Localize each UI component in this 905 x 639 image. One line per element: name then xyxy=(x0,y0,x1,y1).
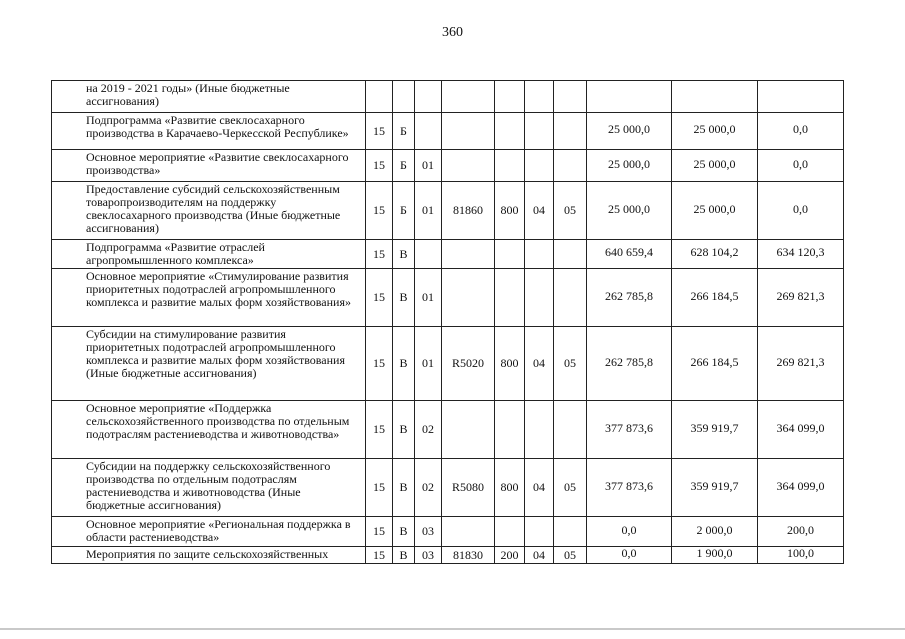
cell-pr: 05 xyxy=(554,327,587,401)
row-name-cell: Подпрограмма «Развитие отраслей агропромышленного комплекса» xyxy=(52,240,366,269)
cell-pr: 05 xyxy=(554,547,587,564)
row-name-cell: Основное мероприятие «Развитие свеклосахарного производства» xyxy=(52,150,366,182)
scan-edge xyxy=(0,628,905,630)
cell-vr xyxy=(495,401,525,459)
cell-rz xyxy=(525,81,554,113)
cell-y2021 xyxy=(758,81,844,113)
cell-rz xyxy=(525,517,554,547)
cell-d: R5080 xyxy=(442,459,495,517)
cell-s: Б xyxy=(393,113,415,150)
cell-d xyxy=(442,113,495,150)
row-name-cell: Субсидии на стимулирование развития приоритетных подотраслей агропромышленного комплекса и развитие малых форм хозяйствования (Иные бюджетные ассигнования) xyxy=(52,327,366,401)
cell-y2021: 0,0 xyxy=(758,113,844,150)
cell-s: Б xyxy=(393,150,415,182)
cell-m: 03 xyxy=(415,517,442,547)
cell-vr xyxy=(495,113,525,150)
row-name-cell: Мероприятия по защите сельскохозяйственных xyxy=(52,547,366,564)
table-row xyxy=(52,113,844,150)
cell-y2020: 2 000,0 xyxy=(672,517,758,547)
cell-p: 15 xyxy=(366,459,393,517)
cell-y2019: 262 785,8 xyxy=(587,269,672,327)
cell-d xyxy=(442,401,495,459)
cell-vr xyxy=(495,81,525,113)
cell-y2021: 364 099,0 xyxy=(758,401,844,459)
cell-s: В xyxy=(393,401,415,459)
cell-p: 15 xyxy=(366,547,393,564)
cell-y2020: 266 184,5 xyxy=(672,327,758,401)
cell-p: 15 xyxy=(366,240,393,269)
cell-rz xyxy=(525,150,554,182)
cell-y2021: 269 821,3 xyxy=(758,327,844,401)
row-name-cell: Основное мероприятие «Региональная поддержка в области растениеводства» xyxy=(52,517,366,547)
cell-rz: 04 xyxy=(525,547,554,564)
cell-y2019: 377 873,6 xyxy=(587,459,672,517)
cell-y2019: 25 000,0 xyxy=(587,150,672,182)
cell-vr: 800 xyxy=(495,459,525,517)
table-row xyxy=(52,517,844,547)
table-row xyxy=(52,547,844,564)
cell-rz: 04 xyxy=(525,327,554,401)
table-row xyxy=(52,150,844,182)
cell-y2021: 634 120,3 xyxy=(758,240,844,269)
cell-p: 15 xyxy=(366,150,393,182)
cell-pr xyxy=(554,150,587,182)
cell-y2021: 0,0 xyxy=(758,182,844,240)
cell-s xyxy=(393,81,415,113)
cell-vr xyxy=(495,240,525,269)
cell-d xyxy=(442,240,495,269)
cell-y2020 xyxy=(672,81,758,113)
cell-d: 81830 xyxy=(442,547,495,564)
row-name-cell: Подпрограмма «Развитие свеклосахарного производства в Карачаево-Черкесской Республике» xyxy=(52,113,366,150)
table-row xyxy=(52,327,844,401)
cell-y2020: 1 900,0 xyxy=(672,547,758,564)
cell-y2020: 25 000,0 xyxy=(672,150,758,182)
cell-y2019: 262 785,8 xyxy=(587,327,672,401)
budget-table xyxy=(51,80,844,564)
table-row xyxy=(52,401,844,459)
cell-y2020: 359 919,7 xyxy=(672,401,758,459)
cell-s: В xyxy=(393,269,415,327)
cell-y2019 xyxy=(587,81,672,113)
cell-y2019: 25 000,0 xyxy=(587,113,672,150)
cell-vr: 200 xyxy=(495,547,525,564)
cell-y2019: 25 000,0 xyxy=(587,182,672,240)
cell-m xyxy=(415,81,442,113)
cell-rz xyxy=(525,401,554,459)
cell-pr: 05 xyxy=(554,459,587,517)
cell-m: 03 xyxy=(415,547,442,564)
cell-vr xyxy=(495,517,525,547)
cell-p xyxy=(366,81,393,113)
row-name-cell: на 2019 - 2021 годы» (Иные бюджетные ассигнования) xyxy=(52,81,366,113)
cell-y2021: 364 099,0 xyxy=(758,459,844,517)
cell-pr xyxy=(554,517,587,547)
table-row xyxy=(52,182,844,240)
cell-vr: 800 xyxy=(495,327,525,401)
cell-s: В xyxy=(393,459,415,517)
table-row xyxy=(52,240,844,269)
cell-p: 15 xyxy=(366,269,393,327)
cell-m: 01 xyxy=(415,182,442,240)
cell-rz: 04 xyxy=(525,182,554,240)
cell-p: 15 xyxy=(366,401,393,459)
cell-y2019: 0,0 xyxy=(587,517,672,547)
row-name-cell: Основное мероприятие «Стимулирование развития приоритетных подотраслей агропромышленного комплекса и развитие малых форм хозяйствования» xyxy=(52,269,366,327)
cell-vr xyxy=(495,269,525,327)
cell-pr xyxy=(554,81,587,113)
cell-y2019: 0,0 xyxy=(587,547,672,564)
cell-m: 01 xyxy=(415,269,442,327)
cell-pr xyxy=(554,269,587,327)
table-row xyxy=(52,269,844,327)
table-row xyxy=(52,459,844,517)
cell-pr xyxy=(554,113,587,150)
cell-p: 15 xyxy=(366,517,393,547)
cell-s: В xyxy=(393,327,415,401)
cell-y2021: 269 821,3 xyxy=(758,269,844,327)
cell-y2021: 200,0 xyxy=(758,517,844,547)
cell-y2021: 100,0 xyxy=(758,547,844,564)
cell-p: 15 xyxy=(366,327,393,401)
cell-pr xyxy=(554,401,587,459)
cell-d xyxy=(442,81,495,113)
cell-m: 01 xyxy=(415,150,442,182)
cell-rz: 04 xyxy=(525,459,554,517)
cell-m: 02 xyxy=(415,401,442,459)
cell-rz xyxy=(525,269,554,327)
cell-pr: 05 xyxy=(554,182,587,240)
cell-s: В xyxy=(393,517,415,547)
cell-d xyxy=(442,150,495,182)
cell-s: В xyxy=(393,547,415,564)
cell-rz xyxy=(525,240,554,269)
cell-d: 81860 xyxy=(442,182,495,240)
row-name-cell: Субсидии на поддержку сельскохозяйственного производства по отдельным подотраслям растениеводства и животноводства (Иные бюджетные ассигнования) xyxy=(52,459,366,517)
cell-m: 02 xyxy=(415,459,442,517)
cell-y2020: 25 000,0 xyxy=(672,182,758,240)
cell-y2020: 266 184,5 xyxy=(672,269,758,327)
page-number: 360 xyxy=(442,25,463,40)
cell-y2019: 377 873,6 xyxy=(587,401,672,459)
cell-rz xyxy=(525,113,554,150)
table-row xyxy=(52,81,844,113)
cell-m xyxy=(415,113,442,150)
cell-d xyxy=(442,517,495,547)
cell-m: 01 xyxy=(415,327,442,401)
cell-y2021: 0,0 xyxy=(758,150,844,182)
cell-d xyxy=(442,269,495,327)
cell-s: Б xyxy=(393,182,415,240)
cell-p: 15 xyxy=(366,113,393,150)
cell-vr: 800 xyxy=(495,182,525,240)
row-name-cell: Предоставление субсидий сельскохозяйственным товаропроизводителям на поддержку свеклосахарного производства (Иные бюджетные ассигнования) xyxy=(52,182,366,240)
cell-m xyxy=(415,240,442,269)
cell-p: 15 xyxy=(366,182,393,240)
cell-s: В xyxy=(393,240,415,269)
cell-pr xyxy=(554,240,587,269)
cell-y2020: 359 919,7 xyxy=(672,459,758,517)
cell-y2020: 628 104,2 xyxy=(672,240,758,269)
row-name-cell: Основное мероприятие «Поддержка сельскохозяйственного производства по отдельным подотраслям растениеводства и животноводства» xyxy=(52,401,366,459)
cell-vr xyxy=(495,150,525,182)
cell-d: R5020 xyxy=(442,327,495,401)
cell-y2020: 25 000,0 xyxy=(672,113,758,150)
cell-y2019: 640 659,4 xyxy=(587,240,672,269)
